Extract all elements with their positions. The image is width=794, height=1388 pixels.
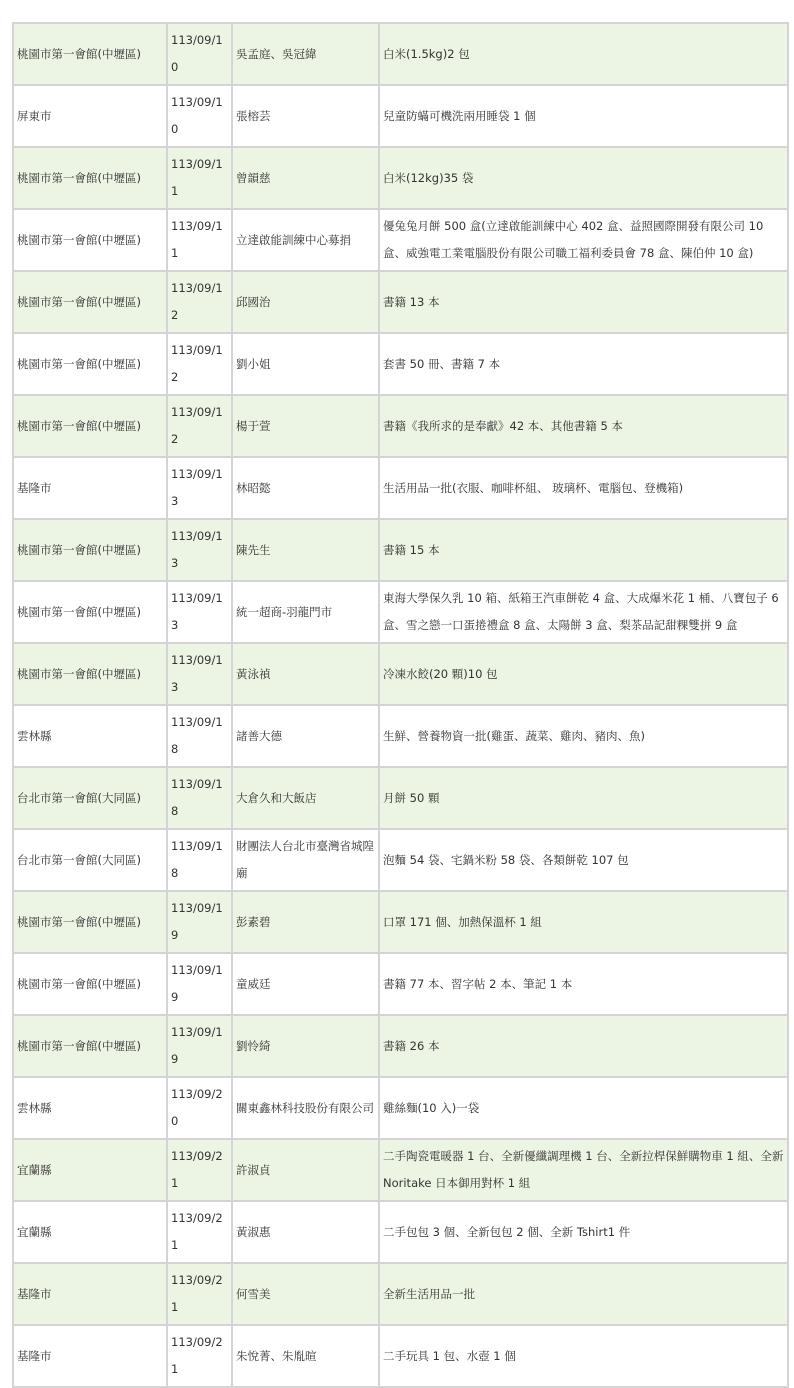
date-cell: 113/09/12 xyxy=(167,333,232,395)
donor-cell: 劉怜綺 xyxy=(232,1015,379,1077)
item-cell: 白米(1.5kg)2 包 xyxy=(379,23,788,85)
donor-cell: 吳孟庭、吳冠緯 xyxy=(232,23,379,85)
table-row xyxy=(13,581,788,643)
date-cell: 113/09/21 xyxy=(167,1139,232,1201)
item-cell: 書籍 13 本 xyxy=(379,271,788,333)
date-cell: 113/09/18 xyxy=(167,705,232,767)
date-cell: 113/09/11 xyxy=(167,209,232,271)
donor-cell: 立達啟能訓練中心募捐 xyxy=(232,209,379,271)
location-cell: 桃園市第一會館(中壢區) xyxy=(13,23,167,85)
donor-cell: 楊于萱 xyxy=(232,395,379,457)
donation-table xyxy=(12,22,789,1388)
donor-cell: 黃淑惠 xyxy=(232,1201,379,1263)
item-cell: 書籍 26 本 xyxy=(379,1015,788,1077)
item-cell: 優兔兔月餅 500 盒(立達啟能訓練中心 402 盒、益照國際開發有限公司 10 盒、威強電工業電腦股份有限公司職工福利委員會 78 盒、陳伯仲 10 盒) xyxy=(379,209,788,271)
donor-cell: 關東鑫林科技股份有限公司 xyxy=(232,1077,379,1139)
date-cell: 113/09/18 xyxy=(167,829,232,891)
donor-cell: 彭素碧 xyxy=(232,891,379,953)
donor-cell: 曾韻慈 xyxy=(232,147,379,209)
table-row xyxy=(13,1325,788,1387)
location-cell: 台北市第一會館(大同區) xyxy=(13,829,167,891)
donor-cell: 財團法人台北市臺灣省城隍廟 xyxy=(232,829,379,891)
table-row xyxy=(13,1201,788,1263)
location-cell: 桃園市第一會館(中壢區) xyxy=(13,1015,167,1077)
item-cell: 套書 50 冊、書籍 7 本 xyxy=(379,333,788,395)
donor-cell: 諸善大德 xyxy=(232,705,379,767)
table-row xyxy=(13,1015,788,1077)
date-cell: 113/09/19 xyxy=(167,891,232,953)
date-cell: 113/09/19 xyxy=(167,953,232,1015)
item-cell: 冷凍水餃(20 顆)10 包 xyxy=(379,643,788,705)
location-cell: 基隆市 xyxy=(13,1263,167,1325)
location-cell: 桃園市第一會館(中壢區) xyxy=(13,395,167,457)
donor-cell: 許淑貞 xyxy=(232,1139,379,1201)
table-row xyxy=(13,1077,788,1139)
table-row xyxy=(13,643,788,705)
table-row xyxy=(13,85,788,147)
date-cell: 113/09/12 xyxy=(167,271,232,333)
item-cell: 生活用品一批(衣服、咖啡杯組、 玻璃杯、電腦包、登機箱) xyxy=(379,457,788,519)
table-row xyxy=(13,147,788,209)
table-row xyxy=(13,1263,788,1325)
table-row xyxy=(13,395,788,457)
donor-cell: 林昭懿 xyxy=(232,457,379,519)
table-row xyxy=(13,705,788,767)
table-row xyxy=(13,891,788,953)
table-row xyxy=(13,209,788,271)
item-cell: 雞絲麵(10 入)一袋 xyxy=(379,1077,788,1139)
table-row xyxy=(13,767,788,829)
date-cell: 113/09/21 xyxy=(167,1201,232,1263)
location-cell: 桃園市第一會館(中壢區) xyxy=(13,333,167,395)
item-cell: 東海大學保久乳 10 箱、紙箱王汽車餅乾 4 盒、大成爆米花 1 桶、八寶包子 6 盒、雪之戀一口蛋捲禮盒 8 盒、太陽餅 3 盒、梨茶品記甜粿雙拼 9 盒 xyxy=(379,581,788,643)
donor-cell: 劉小姐 xyxy=(232,333,379,395)
donor-cell: 朱悅菁、朱胤暄 xyxy=(232,1325,379,1387)
donor-cell: 大倉久和大飯店 xyxy=(232,767,379,829)
location-cell: 宜蘭縣 xyxy=(13,1139,167,1201)
item-cell: 二手陶瓷電暖器 1 台、全新優纖調理機 1 台、全新拉桿保鮮購物車 1 組、全新 Noritake 日本御用對杯 1 組 xyxy=(379,1139,788,1201)
donor-cell: 何雪美 xyxy=(232,1263,379,1325)
location-cell: 台北市第一會館(大同區) xyxy=(13,767,167,829)
item-cell: 書籍《我所求的是奉獻》42 本、其他書籍 5 本 xyxy=(379,395,788,457)
item-cell: 白米(12kg)35 袋 xyxy=(379,147,788,209)
location-cell: 桃園市第一會館(中壢區) xyxy=(13,581,167,643)
location-cell: 桃園市第一會館(中壢區) xyxy=(13,271,167,333)
date-cell: 113/09/12 xyxy=(167,395,232,457)
table-row xyxy=(13,333,788,395)
date-cell: 113/09/21 xyxy=(167,1325,232,1387)
table-row xyxy=(13,23,788,85)
date-cell: 113/09/18 xyxy=(167,767,232,829)
table-row xyxy=(13,519,788,581)
location-cell: 桃園市第一會館(中壢區) xyxy=(13,519,167,581)
location-cell: 桃園市第一會館(中壢區) xyxy=(13,147,167,209)
date-cell: 113/09/13 xyxy=(167,457,232,519)
item-cell: 二手包包 3 個、全新包包 2 個、全新 Tshirt1 件 xyxy=(379,1201,788,1263)
location-cell: 雲林縣 xyxy=(13,705,167,767)
table-row xyxy=(13,1139,788,1201)
location-cell: 桃園市第一會館(中壢區) xyxy=(13,209,167,271)
donation-table-body xyxy=(13,23,788,1387)
item-cell: 全新生活用品一批 xyxy=(379,1263,788,1325)
date-cell: 113/09/11 xyxy=(167,147,232,209)
date-cell: 113/09/13 xyxy=(167,519,232,581)
date-cell: 113/09/21 xyxy=(167,1263,232,1325)
location-cell: 桃園市第一會館(中壢區) xyxy=(13,953,167,1015)
date-cell: 113/09/13 xyxy=(167,581,232,643)
location-cell: 基隆市 xyxy=(13,457,167,519)
date-cell: 113/09/10 xyxy=(167,23,232,85)
location-cell: 屏東市 xyxy=(13,85,167,147)
location-cell: 桃園市第一會館(中壢區) xyxy=(13,643,167,705)
item-cell: 口罩 171 個、加熱保溫杯 1 組 xyxy=(379,891,788,953)
table-row xyxy=(13,457,788,519)
table-row xyxy=(13,829,788,891)
donor-cell: 張榕芸 xyxy=(232,85,379,147)
table-row xyxy=(13,953,788,1015)
donor-cell: 童威廷 xyxy=(232,953,379,1015)
location-cell: 雲林縣 xyxy=(13,1077,167,1139)
date-cell: 113/09/19 xyxy=(167,1015,232,1077)
item-cell: 兒童防蟎可機洗兩用睡袋 1 個 xyxy=(379,85,788,147)
location-cell: 基隆市 xyxy=(13,1325,167,1387)
table-row xyxy=(13,271,788,333)
location-cell: 桃園市第一會館(中壢區) xyxy=(13,891,167,953)
item-cell: 二手玩具 1 包、水壺 1 個 xyxy=(379,1325,788,1387)
date-cell: 113/09/13 xyxy=(167,643,232,705)
donor-cell: 陳先生 xyxy=(232,519,379,581)
item-cell: 月餅 50 顆 xyxy=(379,767,788,829)
date-cell: 113/09/20 xyxy=(167,1077,232,1139)
item-cell: 生鮮、營養物資一批(雞蛋、蔬菜、雞肉、豬肉、魚) xyxy=(379,705,788,767)
donor-cell: 邱國治 xyxy=(232,271,379,333)
item-cell: 書籍 15 本 xyxy=(379,519,788,581)
item-cell: 書籍 77 本、習字帖 2 本、筆記 1 本 xyxy=(379,953,788,1015)
item-cell: 泡麵 54 袋、宅鍋米粉 58 袋、各類餅乾 107 包 xyxy=(379,829,788,891)
donor-cell: 黃泳禎 xyxy=(232,643,379,705)
location-cell: 宜蘭縣 xyxy=(13,1201,167,1263)
donor-cell: 統一超商-羽龍門市 xyxy=(232,581,379,643)
date-cell: 113/09/10 xyxy=(167,85,232,147)
